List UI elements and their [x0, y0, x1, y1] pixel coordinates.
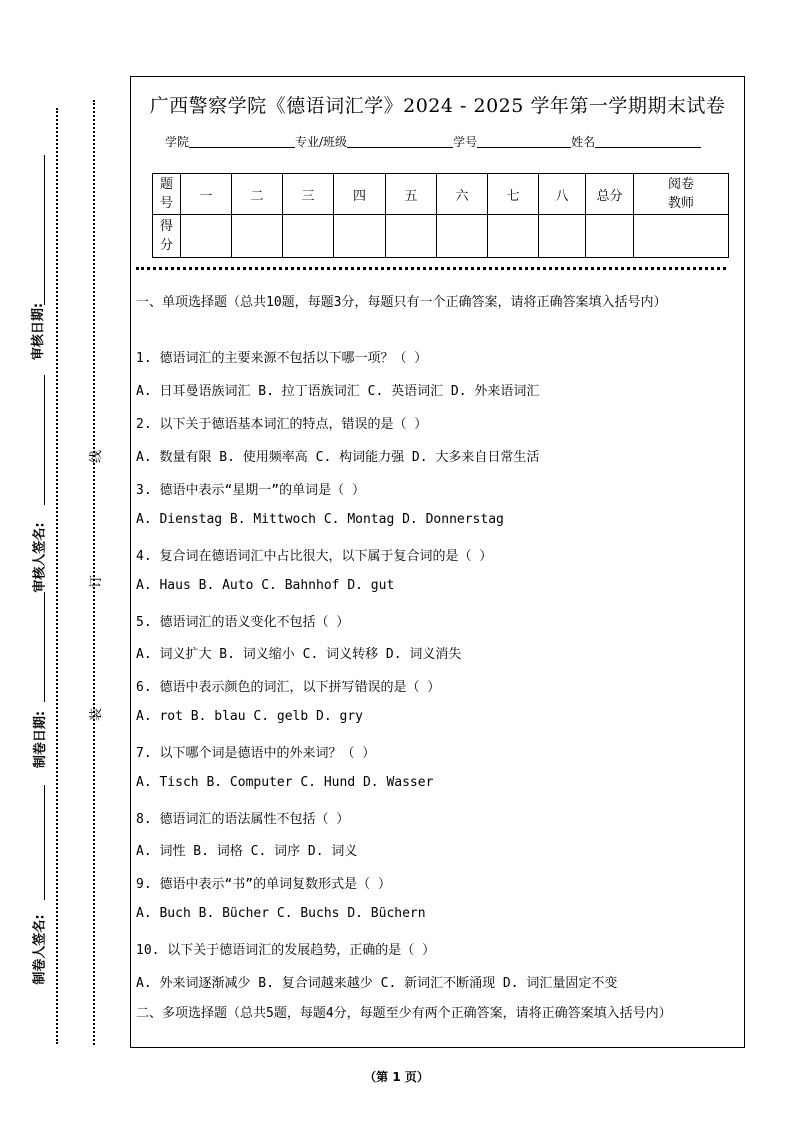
score-cell[interactable]: [386, 215, 437, 258]
options-7: A. Tisch B. Computer C. Hund D. Wasser: [136, 775, 434, 790]
binding-zhuang-char: 装: [89, 707, 105, 722]
question-4: 4. 复合词在德语词汇中占比很大，以下属于复合词的是（ ）: [136, 549, 493, 564]
options-10: A. 外来词逐渐减少 B. 复合词越来越少 C. 新词汇不断涌现 D. 词汇量固定不变: [136, 976, 618, 991]
section2-heading: 二、多项选择题（总共5题，每题4分，每题至少有两个正确答案，请将正确答案填入括号内）: [136, 1006, 672, 1021]
page-number: （第 1 页）: [364, 1070, 429, 1084]
score-table-header-row: [153, 174, 729, 215]
exam-title: 广西警察学院《德语词汇学》2024 - 2025 学年第一学期期末试卷: [149, 95, 726, 117]
question-3: 3. 德语中表示“星期一”的单词是（ ）: [136, 483, 365, 498]
score-col-grader: 阅卷 教师: [634, 174, 729, 215]
major-field[interactable]: [347, 135, 453, 148]
score-col-2: 二: [232, 174, 283, 215]
options-1: A. 日耳曼语族词汇 B. 拉丁语族词汇 C. 英语词汇 D. 外来语词汇: [136, 384, 540, 399]
score-col-1: 一: [181, 174, 232, 215]
score-cell[interactable]: [283, 215, 334, 258]
maker-sign-line: [44, 785, 45, 900]
score-header-label: 题 号: [153, 174, 181, 215]
name-field[interactable]: [595, 135, 701, 148]
score-cell[interactable]: [586, 215, 634, 258]
section1-heading: 一、单项选择题（总共10题，每题3分，每题只有一个正确答案，请将正确答案填入括号内）: [136, 295, 667, 310]
question-8: 8. 德语词汇的语法属性不包括（ ）: [136, 812, 350, 827]
question-9: 9. 德语中表示“书”的单词复数形式是（ ）: [136, 877, 391, 892]
name-label: 姓名: [571, 135, 596, 149]
exam-frame: [130, 76, 745, 1048]
score-col-4: 四: [334, 174, 386, 215]
score-col-3: 三: [283, 174, 334, 215]
reviewer-sign-label: 审核人签名:: [32, 522, 48, 593]
score-cell[interactable]: [181, 215, 232, 258]
question-1: 1. 德语词汇的主要来源不包括以下哪一项？（ ）: [136, 351, 428, 366]
reviewer-sign-line: [44, 375, 45, 505]
binding-line-char: 线: [89, 449, 105, 464]
options-6: A. rot B. blau C. gelb D. gry: [136, 709, 363, 724]
score-cell[interactable]: [634, 215, 729, 258]
score-row-label: 得 分: [153, 215, 181, 258]
question-6: 6. 德语中表示颜色的词汇，以下拼写错误的是（ ）: [136, 680, 441, 695]
options-3: A. Dienstag B. Mittwoch C. Montag D. Donnerstag: [136, 512, 504, 527]
maker-date-line: [44, 592, 45, 702]
binding-dotted-line-right: [93, 100, 95, 1045]
question-7: 7. 以下哪个词是德语中的外来词？（ ）: [136, 746, 376, 761]
college-field[interactable]: [189, 135, 295, 148]
options-8: A. 词性 B. 词格 C. 词序 D. 词义: [136, 844, 358, 859]
score-col-total: 总分: [586, 174, 634, 215]
options-5: A. 词义扩大 B. 词义缩小 C. 词义转移 D. 词义消失: [136, 647, 462, 662]
reviewer-date-line: [44, 155, 45, 305]
question-10: 10. 以下关于德语词汇的发展趋势，正确的是（ ）: [136, 943, 436, 958]
major-label: 专业/班级: [295, 135, 348, 149]
reviewer-date-label: 审核日期:: [31, 302, 47, 361]
score-cell[interactable]: [437, 215, 488, 258]
options-4: A. Haus B. Auto C. Bahnhof D. gut: [136, 578, 395, 593]
score-table: [152, 173, 729, 258]
options-9: A. Buch B. Bücher C. Buchs D. Büchern: [136, 906, 426, 921]
student-info-row: [165, 133, 701, 150]
options-2: A. 数量有限 B. 使用频率高 C. 构词能力强 D. 大多来自日常生活: [136, 450, 540, 465]
score-col-8: 八: [539, 174, 586, 215]
score-cell[interactable]: [488, 215, 539, 258]
dotted-separator: [136, 267, 726, 270]
maker-date-label: 制卷日期:: [33, 710, 49, 769]
college-label: 学院: [165, 135, 190, 149]
question-2: 2. 以下关于德语基本词汇的特点，错误的是（ ）: [136, 417, 428, 432]
binding-dotted-line-left: [56, 108, 58, 1044]
student-id-field[interactable]: [477, 135, 571, 148]
score-cell[interactable]: [539, 215, 586, 258]
score-col-5: 五: [386, 174, 437, 215]
question-5: 5. 德语词汇的语义变化不包括（ ）: [136, 615, 350, 630]
score-cell[interactable]: [334, 215, 386, 258]
binding-ding-char: 订: [89, 574, 105, 589]
score-col-7: 七: [488, 174, 539, 215]
score-cell[interactable]: [232, 215, 283, 258]
maker-sign-label: 制卷人签名:: [32, 914, 48, 985]
score-col-6: 六: [437, 174, 488, 215]
student-id-label: 学号: [453, 135, 478, 149]
score-table-score-row: [153, 215, 729, 258]
